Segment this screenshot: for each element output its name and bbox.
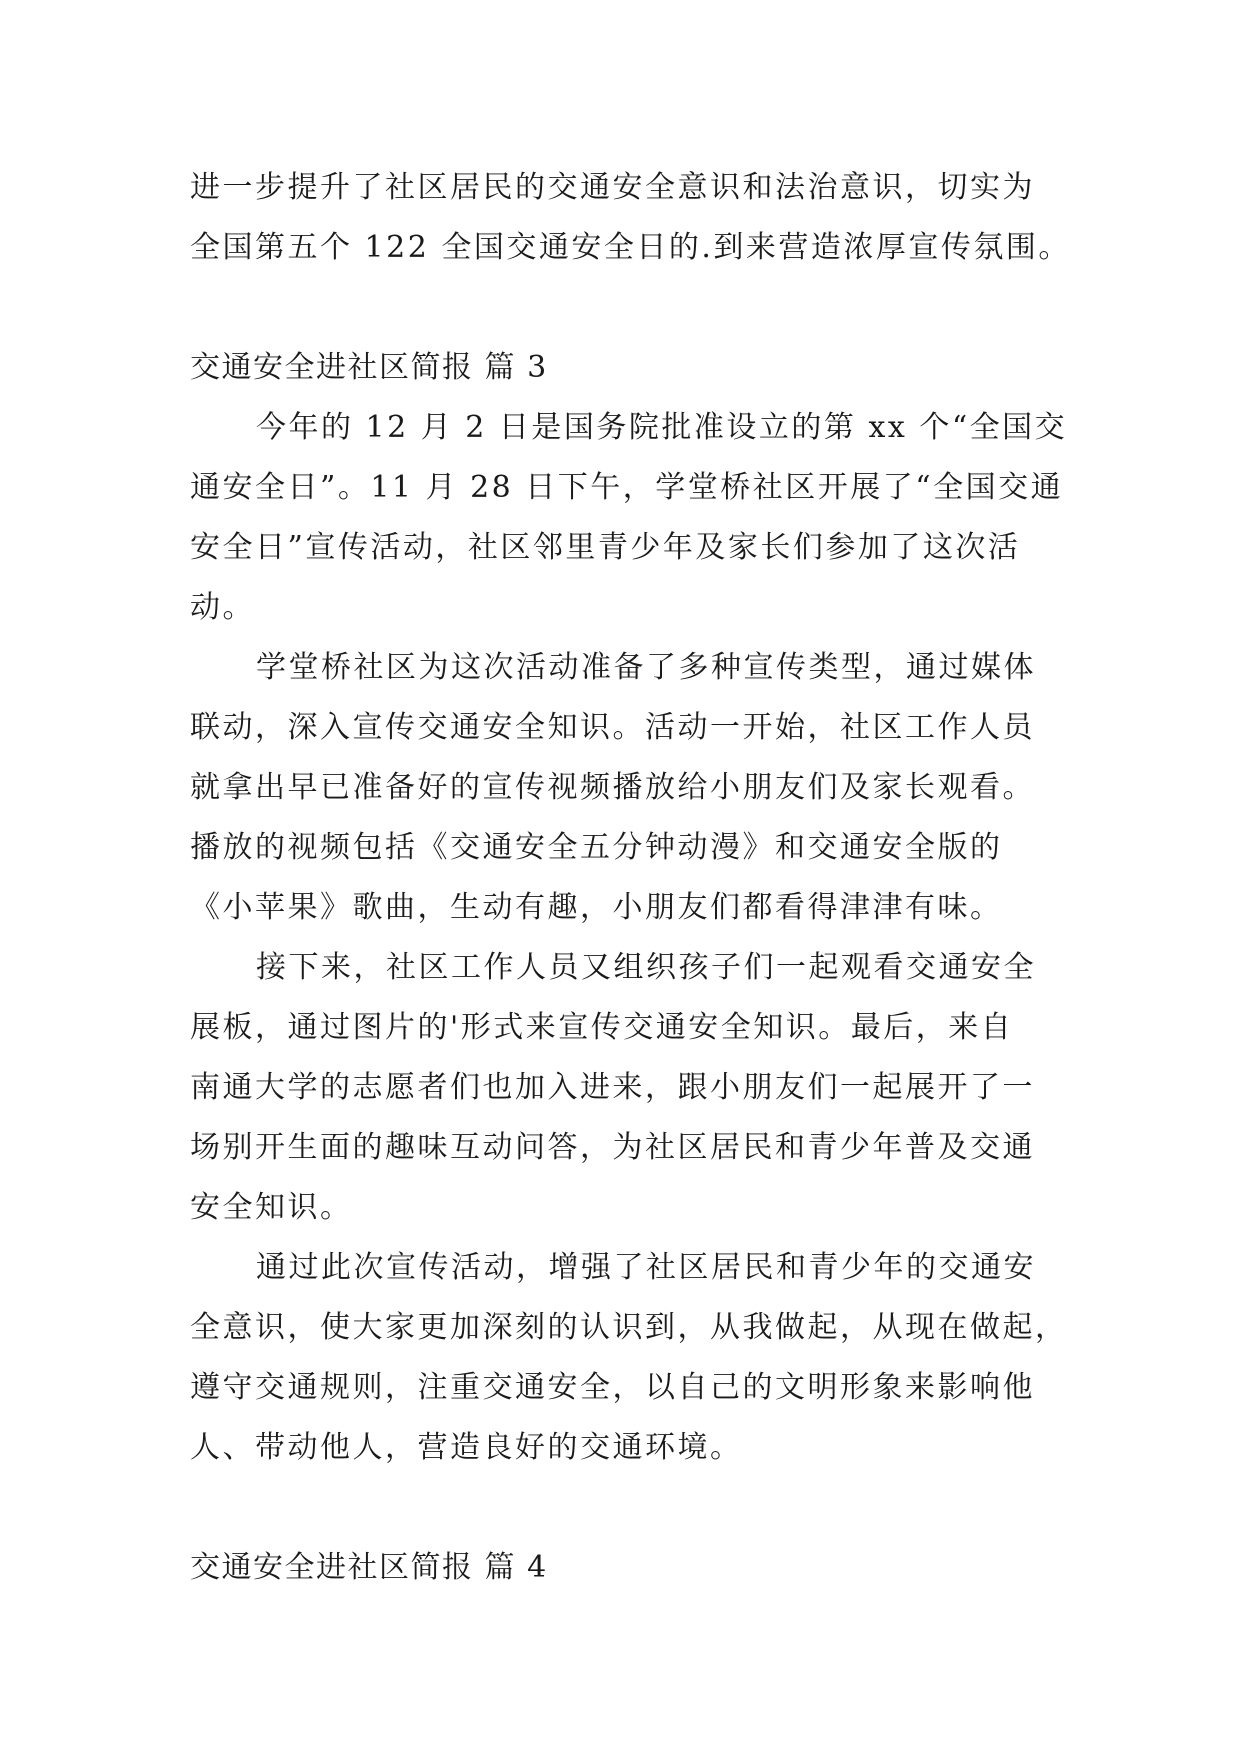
paragraph-line: 人、带动他人，营造良好的交通环境。 bbox=[190, 1430, 743, 1465]
section-3-paragraph-4 bbox=[190, 1238, 1068, 1478]
paragraph-line: 学堂桥社区为这次活动准备了多种宣传类型，通过媒体 bbox=[256, 650, 1036, 685]
intro-line-2: 全国第五个 122 全国交通安全日的.到来营造浓厚宣传氛围。 bbox=[190, 230, 1071, 265]
paragraph-line: 安全知识。 bbox=[190, 1190, 353, 1225]
section-3-paragraph-1 bbox=[190, 398, 1068, 638]
paragraph-line: 播放的视频包括《交通安全五分钟动漫》和交通安全版的 bbox=[190, 830, 1003, 865]
section-gap bbox=[190, 1478, 1060, 1538]
section-4-title: 交通安全进社区简报 篇 4 bbox=[190, 1550, 548, 1585]
paragraph-line: 动。 bbox=[190, 590, 255, 625]
paragraph-line: 通安全日”。11 月 28 日下午，学堂桥社区开展了“全国交通 bbox=[190, 470, 1064, 505]
section-3-paragraph-2 bbox=[190, 638, 1060, 938]
paragraph-line: 通过此次宣传活动，增强了社区居民和青少年的交通安 bbox=[256, 1250, 1036, 1285]
paragraph-line: 展板，通过图片的'形式来宣传交通安全知识。最后，来自 bbox=[190, 1010, 1014, 1045]
section-3-title: 交通安全进社区简报 篇 3 bbox=[190, 350, 548, 385]
paragraph-line: 南通大学的志愿者们也加入进来，跟小朋友们一起展开了一 bbox=[190, 1070, 1035, 1105]
paragraph-line: 全意识，使大家更加深刻的认识到，从我做起，从现在做起， bbox=[190, 1310, 1068, 1345]
section-3-paragraph-3 bbox=[190, 938, 1060, 1238]
paragraph-line: 场别开生面的趣味互动问答，为社区居民和青少年普及交通 bbox=[190, 1130, 1035, 1165]
intro-line-1: 进一步提升了社区居民的交通安全意识和法治意识，切实为 bbox=[190, 170, 1035, 205]
paragraph-line: 安全日”宣传活动，社区邻里青少年及家长们参加了这次活 bbox=[190, 530, 1021, 565]
paragraph-line: 今年的 12 月 2 日是国务院批准设立的第 xx 个“全国交 bbox=[256, 410, 1068, 445]
paragraph-line: 联动，深入宣传交通安全知识。活动一开始，社区工作人员 bbox=[190, 710, 1035, 745]
paragraph-line: 接下来，社区工作人员又组织孩子们一起观看交通安全 bbox=[256, 950, 1036, 985]
paragraph-line: 就拿出早已准备好的宣传视频播放给小朋友们及家长观看。 bbox=[190, 770, 1035, 805]
section-gap bbox=[190, 278, 1060, 338]
paragraph-line: 《小苹果》歌曲，生动有趣，小朋友们都看得津津有味。 bbox=[190, 890, 1003, 925]
paragraph-line: 遵守交通规则，注重交通安全，以自己的文明形象来影响他 bbox=[190, 1370, 1035, 1405]
document-body bbox=[190, 158, 1071, 1598]
